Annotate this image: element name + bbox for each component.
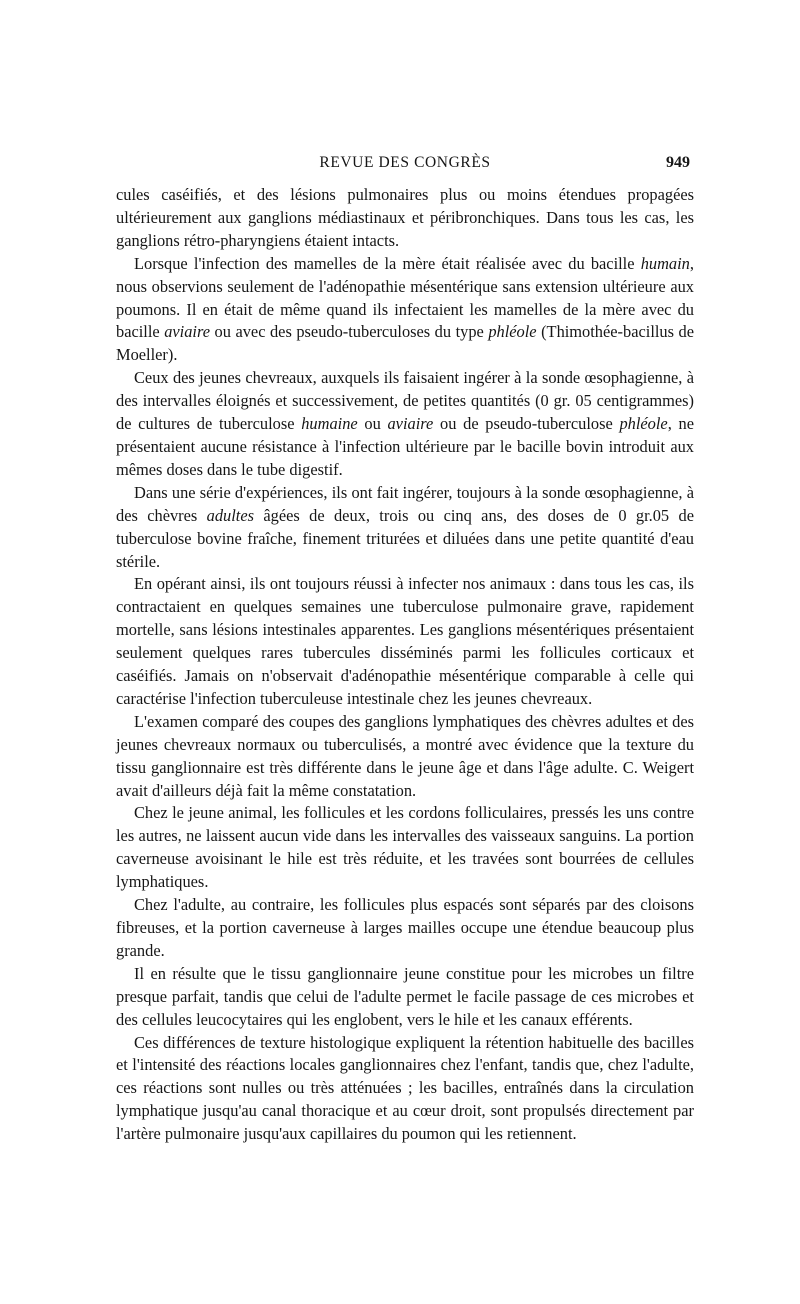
text-run: cules caséifiés, et des lésions pulmonaires plus ou moins étendues propagées ultérieurement aux ganglions médiastinaux et péribronchiques. Dans tous les cas, les ganglions rétro-pharyngiens étaient intacts.: [116, 185, 694, 250]
text-run: (Thimothée-bacillus de Moeller).: [116, 322, 694, 365]
text-run: Chez l'adulte, au contraire, les follicules plus espacés sont séparés par des cloisons fibreuses, et la portion caverneuse à larges mailles occupe une étendue beaucoup plus grande.: [116, 895, 694, 960]
page-number: 949: [666, 154, 690, 171]
text-run: Ces différences de texture histologique expliquent la rétention habituelle des bacilles et l'intensité des réactions locales ganglionnaires chez l'enfant, tandis que, chez l'adulte, ces réactions sont nulles ou très atténuées ; les bacilles, entraînés dans la circulation lymphatique jusqu'au canal thoracique et au cœur droit, sont propulsés directement par l'artère pulmonaire jusqu'aux capillaires du poumon qui les retiennent.: [116, 1032, 694, 1144]
running-title: REVUE DES CONGRÈS: [319, 154, 491, 171]
text-run: Lorsque l'infection des mamelles de la mère était réalisée avec du bacille: [134, 253, 641, 273]
paragraph: [116, 184, 694, 253]
text-run: Il en résulte que le tissu ganglionnaire jeune constitue pour les microbes un filtre presque parfait, tandis que celui de l'adulte permet le facile passage de ces microbes et des cellules leucocytaires qui les englobent, vers le hile et les canaux efférents.: [116, 963, 694, 1029]
text-run: ou de pseudo-tuberculose: [433, 414, 620, 434]
italic-term: humain: [640, 253, 690, 273]
paragraph: [116, 482, 694, 574]
paragraph: [116, 253, 694, 368]
paragraph: [116, 367, 694, 482]
italic-term: adultes: [206, 505, 254, 525]
paragraph: [116, 1032, 694, 1147]
italic-term: humaine: [301, 414, 358, 434]
text-run: Ceux des jeunes chevreaux, auxquels ils faisaient ingérer à la sonde œsophagienne, à des intervalles éloignés et successivement, de petites quantités (0 gr. 05 centigrammes) de cultures de tuberculose: [116, 368, 694, 434]
text-run: ou avec des pseudo-tuberculoses du type: [210, 322, 489, 342]
paragraph: [116, 894, 694, 963]
paragraph: [116, 802, 694, 894]
italic-term: phléole: [488, 322, 537, 342]
text-run: , nous observions seulement de l'adénopathie mésentérique sans extension ultérieure aux poumons. Il en était de même quand ils infectaient les mamelles de la mère avec du bacille: [116, 253, 694, 342]
italic-term: phléole: [619, 414, 668, 434]
body-text: [116, 184, 694, 1146]
text-run: âgées de deux, trois ou cinq ans, des doses de 0 gr.05 de tuberculose bovine fraîche, finement triturées et diluées dans une petite quantité d'eau stérile.: [116, 505, 694, 571]
paragraph: [116, 711, 694, 803]
paragraph: [116, 963, 694, 1032]
italic-term: aviaire: [164, 322, 211, 342]
text-run: Chez le jeune animal, les follicules et les cordons folliculaires, pressés les uns contre les autres, ne laissent aucun vide dans les intervalles des vaisseaux sanguins. La portion caverneuse avoisinant le hile est très réduite, et les travées sont bourrées de cellules lymphatiques.: [116, 803, 694, 892]
italic-term: aviaire: [387, 414, 434, 434]
running-header: [116, 150, 694, 176]
text-run: , ne présentaient aucune résistance à l'infection ultérieure par le bacille bovin introduit aux mêmes doses dans le tube digestif.: [116, 414, 694, 479]
text-run: En opérant ainsi, ils ont toujours réussi à infecter nos animaux : dans tous les cas, ils contractaient en quelques semaines une tuberculose pulmonaire grave, rapidement mortelle, sans lésions intestinales apparentes. Les ganglions mésentériques présentaient seulement quelques rares tubercules disséminés parmi les follicules corticaux et caséifiés. Jamais on n'observait d'adénopathie mésentérique comparable à celle qui caractérise l'infection tuberculeuse intestinale chez les jeunes chevreaux.: [116, 574, 694, 708]
document-page: [116, 150, 694, 1146]
text-run: Dans une série d'expériences, ils ont fait ingérer, toujours à la sonde œsophagienne, à des chèvres: [116, 482, 694, 525]
paragraph: [116, 573, 694, 710]
text-run: ou: [357, 414, 388, 434]
text-run: L'examen comparé des coupes des ganglions lymphatiques des chèvres adultes et des jeunes chevreaux normaux ou tuberculisés, a montré avec évidence que la texture du tissu ganglionnaire est très différente dans le jeune âge et dans l'âge adulte. C. Weigert avait d'ailleurs déjà fait la même constatation.: [116, 711, 694, 800]
